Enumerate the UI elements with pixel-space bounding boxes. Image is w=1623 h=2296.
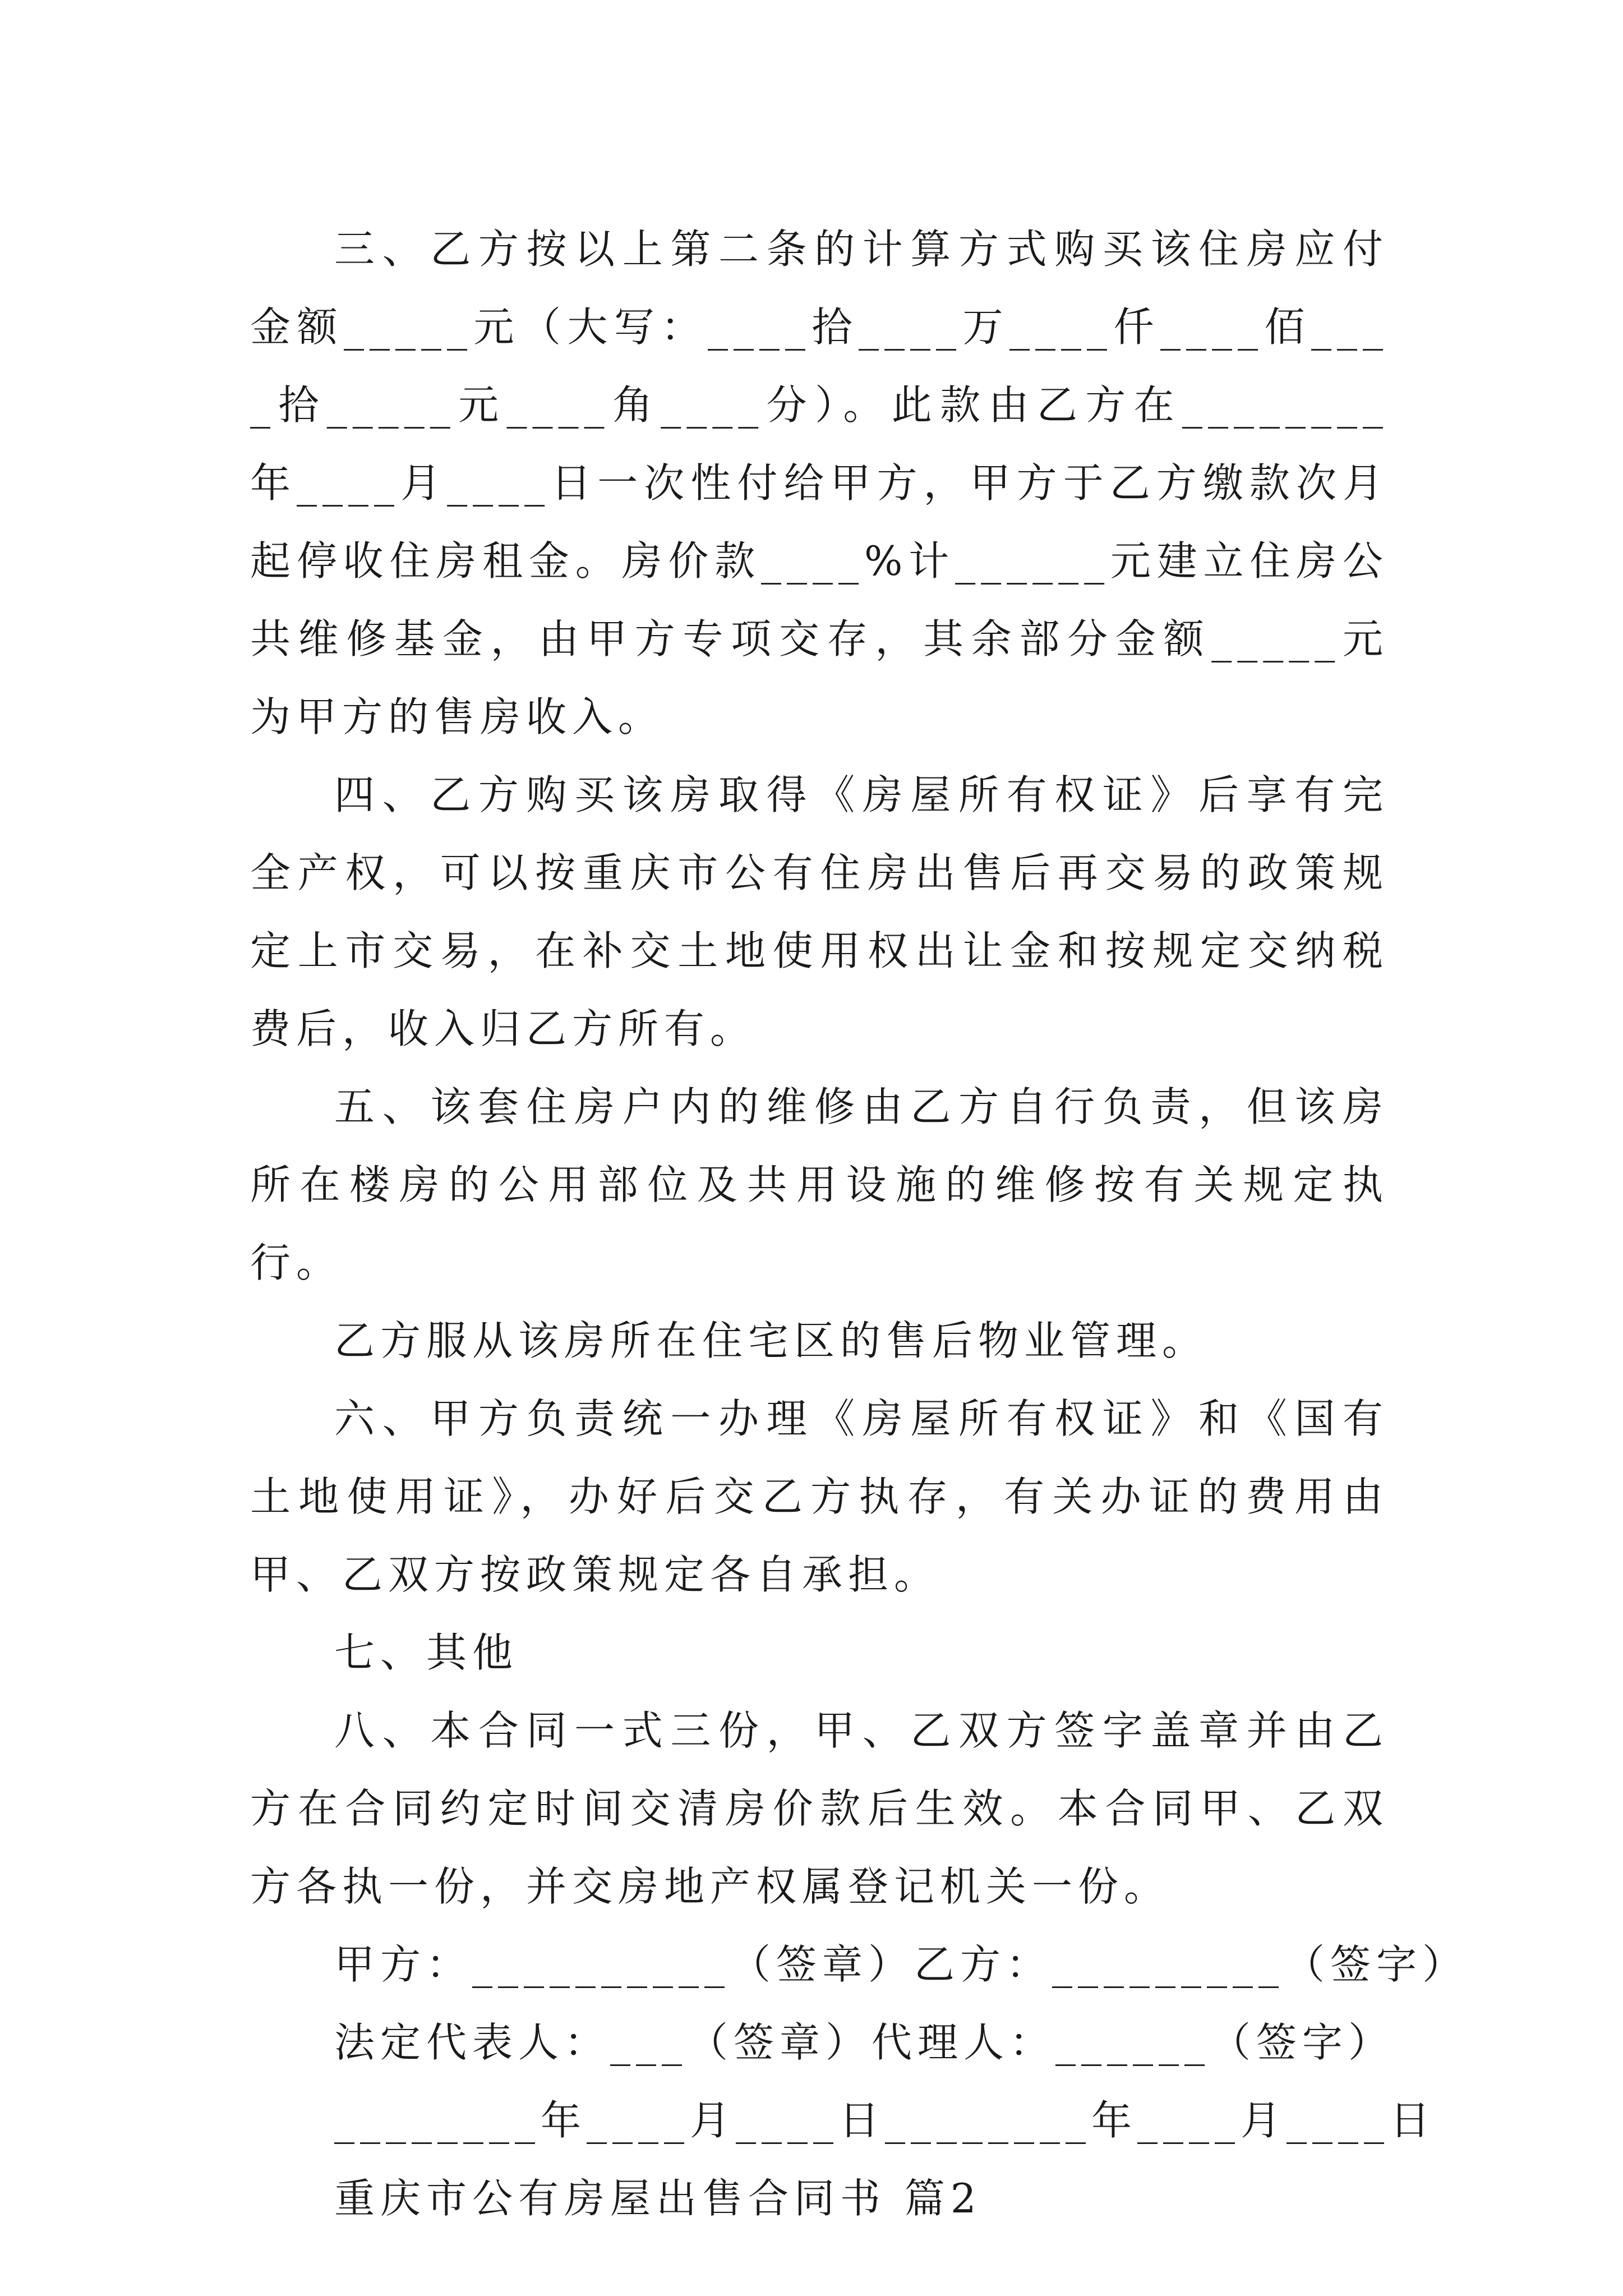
clause-5b-paragraph: 乙方服从该房所在住宅区的售后物业管理。 [334,1317,1209,1364]
signature-representative-line: 法定代表人：___（签章）代理人：______（签字） [334,2019,1395,2066]
clause-6-paragraph: 六、甲方负责统一办理《房屋所有权证》和《国有土地使用证》，办好后交乙方执存，有关办证的费用由甲、乙双方按政策规定各自承担。 [250,1395,1389,1598]
clause-5-paragraph: 五、该套住房户内的维修由乙方自行负责，但该房所在楼房的公用部位及共用设施的维修按有关规定执行。 [250,1083,1389,1286]
document-page [250,210,1469,2238]
clause-7-paragraph: 七、其他 [334,1629,519,1676]
signature-date-line: ________年____月____日________年____月____日 [334,2097,1436,2144]
clause-4-paragraph: 四、乙方购买该房取得《房屋所有权证》后享有完全产权，可以按重庆市公有住房出售后再交易的政策规定上市交易，在补交土地使用权出让金和按规定交纳税费后，收入归乙方所有。 [250,771,1389,1052]
clause-3-paragraph: 三、乙方按以上第二条的计算方式购买该住房应付金额_____元（大写：____拾____万____仟____佰____拾_____元____角____分）。此款由乙方在________年____月____日一次性付给甲方，甲方于乙方缴款次月起停收住房租金。房价款____%计______元建立住房公共维修基金，由甲方专项交存，其余部分金额_____元为甲方的售房收入。 [250,226,1389,740]
next-section-title: 重庆市公有房屋出售合同书 篇2 [334,2175,982,2222]
signature-party-line: 甲方：__________（签章）乙方：_________（签字） [334,1941,1469,1988]
clause-8-paragraph: 八、本合同一式三份，甲、乙双方签字盖章并由乙方在合同约定时间交清房价款后生效。本合同甲、乙双方各执一份，并交房地产权属登记机关一份。 [250,1707,1389,1910]
